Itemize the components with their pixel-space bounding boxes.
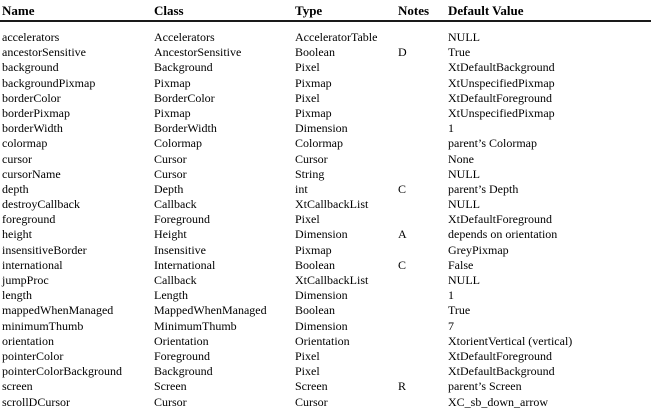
cell-type: String — [295, 166, 325, 181]
cell-name: depth — [2, 181, 29, 196]
cell-type: Dimension — [295, 288, 348, 303]
column-header-name: Name — [2, 3, 35, 18]
cell-notes — [398, 152, 448, 167]
cell-class: Depth — [154, 181, 184, 196]
cell-name: ancestorSensitive — [2, 45, 86, 60]
table-row — [0, 212, 651, 227]
cell-class: Height — [154, 227, 187, 242]
cell-name: scrollDCursor — [2, 394, 70, 409]
cell-class: Orientation — [154, 333, 209, 348]
cell-default: parent’s Depth — [448, 181, 519, 196]
cell-default: XtorientVertical (vertical) — [448, 333, 573, 348]
table-row — [0, 91, 651, 106]
table-body — [0, 30, 651, 410]
cell-default: NULL — [448, 273, 480, 287]
cell-name: borderWidth — [2, 121, 63, 136]
cell-class: BorderColor — [154, 90, 215, 105]
cell-name: destroyCallback — [2, 197, 80, 212]
cell-class: Cursor — [154, 394, 187, 409]
cell-class: Cursor — [154, 166, 187, 181]
cell-default: NULL — [448, 30, 480, 44]
cell-notes — [398, 395, 448, 410]
table-row — [0, 45, 651, 60]
cell-type: Orientation — [295, 333, 350, 348]
cell-class: Screen — [154, 379, 187, 394]
cell-type: Cursor — [295, 151, 328, 166]
cell-name: foreground — [2, 212, 56, 227]
cell-default: XtDefaultForeground — [448, 348, 552, 363]
cell-class: Insensitive — [154, 242, 206, 257]
cell-type: Screen — [295, 379, 328, 394]
cell-class: Pixmap — [154, 75, 191, 90]
cell-default: XtDefaultBackground — [448, 60, 555, 75]
cell-class: MinimumThumb — [154, 318, 237, 333]
cell-notes — [398, 243, 448, 258]
cell-default: 1 — [448, 121, 454, 136]
cell-name: borderPixmap — [2, 105, 70, 120]
cell-default: XC_sb_down_arrow — [448, 394, 548, 409]
table-row — [0, 121, 651, 136]
cell-name: mappedWhenManaged — [2, 303, 114, 318]
cell-notes: C — [398, 257, 407, 272]
table-row — [0, 303, 651, 318]
cell-type: Pixmap — [295, 105, 332, 120]
cell-default: NULL — [448, 166, 480, 181]
cell-class: Colormap — [154, 136, 202, 151]
cell-type: Pixel — [295, 60, 320, 75]
cell-name: borderColor — [2, 90, 61, 105]
table-row — [0, 349, 651, 364]
table-row — [0, 288, 651, 303]
cell-name: cursor — [2, 151, 32, 166]
cell-type: Pixel — [295, 90, 320, 105]
cell-class: MappedWhenManaged — [154, 303, 267, 318]
cell-type: XtCallbackList — [295, 273, 369, 287]
cell-name: international — [2, 257, 63, 272]
table-row — [0, 136, 651, 151]
cell-type: Boolean — [295, 257, 335, 272]
table-row — [0, 334, 651, 349]
table-row — [0, 227, 651, 242]
cell-class: AncestorSensitive — [154, 45, 242, 60]
cell-notes — [398, 121, 448, 136]
cell-notes — [398, 273, 448, 288]
cell-name: pointerColorBackground — [2, 364, 122, 379]
cell-type: Pixel — [295, 364, 320, 379]
cell-notes — [398, 60, 448, 75]
column-header-class: Class — [154, 3, 184, 18]
cell-class: International — [154, 257, 216, 272]
cell-notes — [398, 303, 448, 318]
table-row — [0, 258, 651, 273]
cell-notes — [398, 167, 448, 182]
table-row — [0, 197, 651, 212]
cell-default: XtDefaultForeground — [448, 90, 552, 105]
column-header-notes: Notes — [398, 3, 430, 18]
cell-notes: A — [398, 227, 407, 242]
cell-name: insensitiveBorder — [2, 242, 87, 257]
cell-notes — [398, 30, 448, 45]
cell-name: screen — [2, 379, 33, 394]
cell-class: Background — [154, 60, 213, 75]
cell-default: None — [448, 151, 474, 166]
cell-name: jumpProc — [2, 273, 49, 287]
cell-name: accelerators — [2, 30, 60, 44]
table-row — [0, 182, 651, 197]
cell-notes — [398, 197, 448, 212]
cell-default: False — [448, 257, 474, 272]
cell-name: pointerColor — [2, 348, 64, 363]
cell-type: int — [295, 181, 308, 196]
cell-class: Length — [154, 288, 188, 303]
cell-default: parent’s Colormap — [448, 136, 537, 151]
cell-class: Foreground — [154, 212, 210, 227]
cell-name: backgroundPixmap — [2, 75, 96, 90]
cell-type: Boolean — [295, 303, 335, 318]
cell-notes — [398, 349, 448, 364]
cell-name: cursorName — [2, 166, 61, 181]
cell-type: AcceleratorTable — [295, 30, 378, 44]
cell-class: Pixmap — [154, 105, 191, 120]
cell-notes: D — [398, 45, 407, 60]
cell-class: Cursor — [154, 151, 187, 166]
column-header-default-value: Default Value — [448, 3, 524, 18]
cell-name: minimumThumb — [2, 318, 84, 333]
table-row — [0, 319, 651, 334]
cell-type: Dimension — [295, 227, 348, 242]
cell-notes — [398, 334, 448, 349]
cell-type: Boolean — [295, 45, 335, 60]
cell-notes — [398, 106, 448, 121]
cell-default: GreyPixmap — [448, 242, 509, 257]
cell-notes — [398, 76, 448, 91]
cell-default: depends on orientation — [448, 227, 558, 242]
cell-type: Pixmap — [295, 242, 332, 257]
table-row — [0, 395, 651, 410]
table-row — [0, 273, 651, 288]
cell-notes — [398, 288, 448, 303]
cell-class: Callback — [154, 197, 197, 212]
cell-notes: C — [398, 181, 407, 196]
cell-notes — [398, 212, 448, 227]
cell-type: Pixel — [295, 212, 320, 227]
cell-class: BorderWidth — [154, 121, 217, 136]
cell-name: colormap — [2, 136, 48, 151]
table-row — [0, 106, 651, 121]
table-row — [0, 243, 651, 258]
cell-notes — [398, 364, 448, 379]
cell-type: Dimension — [295, 318, 348, 333]
table-row — [0, 30, 651, 45]
cell-default: XtDefaultForeground — [448, 212, 552, 227]
cell-notes — [398, 91, 448, 106]
cell-type: Dimension — [295, 121, 348, 136]
table-row — [0, 76, 651, 91]
cell-type: Cursor — [295, 394, 328, 409]
cell-name: background — [2, 60, 59, 75]
cell-notes: R — [398, 379, 407, 394]
cell-default: XtDefaultBackground — [448, 364, 555, 379]
cell-name: orientation — [2, 333, 54, 348]
table-header-row — [0, 3, 651, 18]
cell-default: 1 — [448, 288, 454, 303]
cell-notes — [398, 319, 448, 334]
table-row — [0, 152, 651, 167]
cell-class: Background — [154, 364, 213, 379]
header-rule — [0, 20, 651, 22]
cell-name: height — [2, 227, 32, 242]
table-row — [0, 379, 651, 394]
table-row — [0, 60, 651, 75]
cell-default: True — [448, 45, 471, 60]
cell-class: Foreground — [154, 348, 210, 363]
column-header-type: Type — [295, 3, 323, 18]
cell-default: True — [448, 303, 471, 318]
cell-type: Pixel — [295, 348, 320, 363]
cell-type: XtCallbackList — [295, 197, 369, 212]
cell-default: XtUnspecifiedPixmap — [448, 75, 555, 90]
table-row — [0, 364, 651, 379]
cell-default: XtUnspecifiedPixmap — [448, 105, 555, 120]
cell-name: length — [2, 288, 32, 303]
table-row — [0, 167, 651, 182]
cell-default: 7 — [448, 318, 454, 333]
cell-default: NULL — [448, 197, 480, 212]
cell-class: Callback — [154, 273, 197, 287]
cell-class: Accelerators — [154, 30, 215, 44]
cell-notes — [398, 136, 448, 151]
cell-type: Colormap — [295, 136, 343, 151]
cell-default: parent’s Screen — [448, 379, 522, 394]
cell-type: Pixmap — [295, 75, 332, 90]
